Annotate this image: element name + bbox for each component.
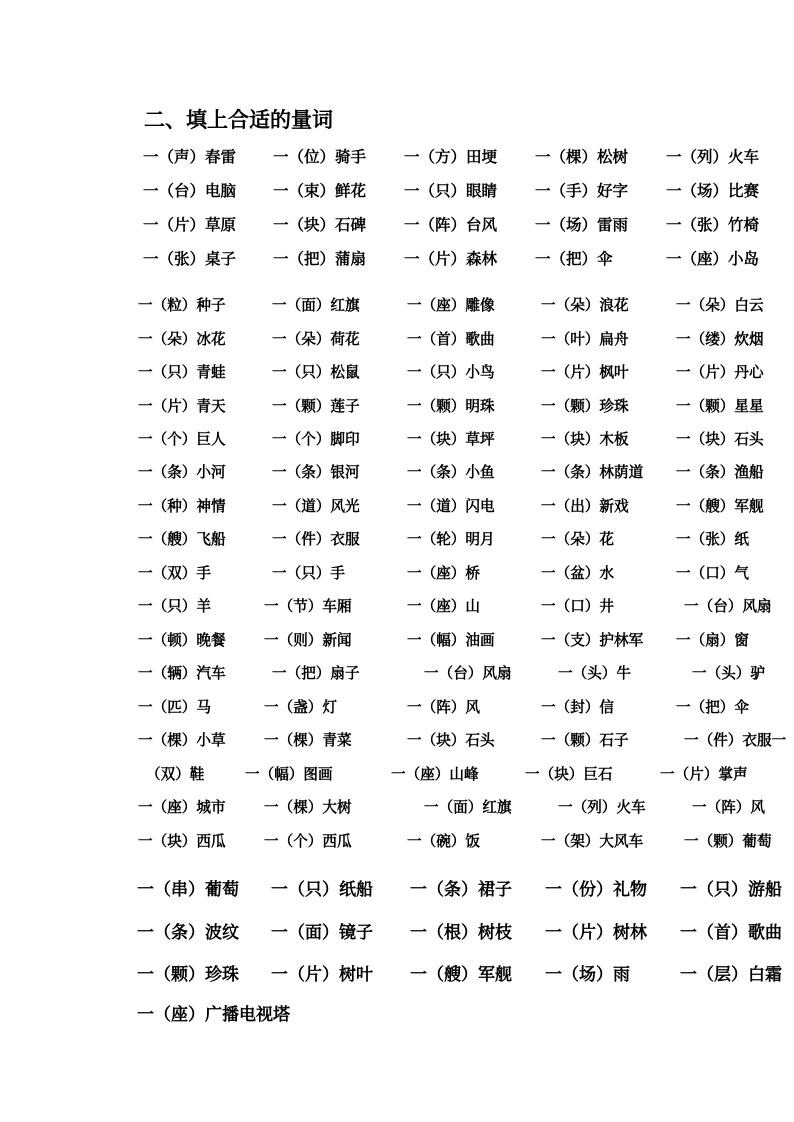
measure-word-item: 一（把）扇子 — [272, 665, 360, 682]
measure-word-item: 一（片）丹心 — [676, 364, 764, 381]
measure-word-item: 一（台）风扇 — [684, 598, 772, 615]
measure-word-item: 一（颗）珍珠 — [541, 398, 629, 415]
exercise-row — [0, 494, 794, 520]
measure-word-item: 一（层）白霜 — [680, 965, 782, 985]
measure-word-item: 一（辆）汽车 — [138, 665, 226, 682]
measure-word-item: 一（只）眼睛 — [404, 181, 498, 200]
measure-word-item: 一（件）衣服一 — [684, 732, 787, 749]
measure-word-item: 一（艘）军舰 — [410, 965, 512, 985]
exercise-row — [0, 293, 794, 319]
measure-word-item: 一（双）手 — [138, 565, 211, 582]
measure-word-item: 一（只）青蛙 — [138, 364, 226, 381]
measure-word-item: 一（头）牛 — [558, 665, 631, 682]
measure-word-item: 一（只）游船 — [680, 880, 782, 900]
exercise-row — [0, 661, 794, 687]
measure-word-item: 一（条）小鱼 — [407, 464, 495, 481]
measure-word-item: 一（块）石碑 — [273, 215, 367, 234]
measure-word-item: 一（块）西瓜 — [138, 833, 226, 850]
exercise-row — [0, 527, 794, 553]
exercise-row — [0, 144, 794, 170]
measure-word-item: 一（条）渔船 — [676, 464, 764, 481]
measure-word-item: 一（艘）飞船 — [138, 531, 226, 548]
measure-word-item: 一（阵）台风 — [404, 215, 498, 234]
measure-word-item: 一（声）春雷 — [143, 147, 237, 166]
exercise-row — [0, 327, 794, 353]
measure-word-item: 一（份）礼物 — [545, 880, 647, 900]
measure-word-item: 一（颗）石子 — [541, 732, 629, 749]
measure-word-item: 一（座）广播电视塔 — [137, 1005, 290, 1025]
exercise-row — [0, 728, 794, 754]
measure-word-item: 一（条）小河 — [138, 464, 226, 481]
measure-word-item: 一（棵）小草 — [138, 732, 226, 749]
measure-word-item: 一（片）草原 — [143, 215, 237, 234]
measure-word-item: 一（颗）葡萄 — [684, 833, 772, 850]
exercise-row — [0, 762, 794, 788]
measure-word-item: 一（头）驴 — [692, 665, 765, 682]
measure-word-item: 一（颗）莲子 — [272, 398, 360, 415]
exercise-row — [0, 246, 794, 272]
measure-word-item: 一（片）树叶 — [271, 965, 373, 985]
measure-word-item: 一（棵）大树 — [264, 799, 352, 816]
measure-word-item: 一（碗）饭 — [407, 833, 480, 850]
measure-word-item: 一（条）林荫道 — [541, 464, 644, 481]
page-title: 二、填上合适的量词 — [144, 107, 333, 132]
measure-word-item: 一（朵）冰花 — [138, 331, 226, 348]
exercise-row — [0, 628, 794, 654]
measure-word-item: 一（场）比赛 — [666, 181, 760, 200]
measure-word-item: 一（块）石头 — [676, 431, 764, 448]
exercise-row — [0, 877, 794, 903]
measure-word-item: 一（列）火车 — [666, 147, 760, 166]
measure-word-item: 一（口）井 — [541, 598, 614, 615]
exercise-row — [0, 360, 794, 386]
measure-word-item: 一（张）竹椅 — [666, 215, 760, 234]
measure-word-item: 一（面）红旗 — [272, 297, 360, 314]
measure-word-item: 一（条）波纹 — [137, 923, 239, 943]
measure-word-item: 一（只）松鼠 — [272, 364, 360, 381]
measure-word-item: 一（把）伞 — [535, 249, 613, 268]
measure-word-item: （双）鞋 — [146, 766, 205, 783]
measure-word-item: 一（阵）风 — [407, 699, 480, 716]
measure-word-item: 一（座）桥 — [407, 565, 480, 582]
exercise-row — [0, 178, 794, 204]
measure-word-item: 一（方）田埂 — [404, 147, 498, 166]
measure-word-item: 一（片）青天 — [138, 398, 226, 415]
measure-word-item: 一（盏）灯 — [264, 699, 337, 716]
measure-word-item: 一（颗）明珠 — [407, 398, 495, 415]
measure-word-item: 一（颗）珍珠 — [137, 965, 239, 985]
measure-word-item: 一（道）风光 — [272, 498, 360, 515]
measure-word-item: 一（把）伞 — [676, 699, 749, 716]
measure-word-item: 一（轮）明月 — [407, 531, 495, 548]
measure-word-item: 一（个）脚印 — [272, 431, 360, 448]
measure-word-item: 一（座）雕像 — [407, 297, 495, 314]
measure-word-item: 一（块）石头 — [407, 732, 495, 749]
measure-word-item: 一（颗）星星 — [676, 398, 764, 415]
measure-word-item: 一（扇）窗 — [676, 632, 749, 649]
measure-word-item: 一（台）风扇 — [424, 665, 512, 682]
measure-word-item: 一（张）纸 — [676, 531, 749, 548]
measure-word-item: 一（座）山峰 — [391, 766, 479, 783]
measure-word-item: 一（场）雨 — [545, 965, 630, 985]
measure-word-item: 一（艘）军舰 — [676, 498, 764, 515]
measure-word-item: 一（根）树枝 — [410, 923, 512, 943]
measure-word-item: 一（种）神情 — [138, 498, 226, 515]
exercise-row — [0, 795, 794, 821]
exercise-row — [0, 594, 794, 620]
measure-word-item: 一（只）手 — [272, 565, 345, 582]
measure-word-item: 一（个）巨人 — [138, 431, 226, 448]
measure-word-item: 一（块）木板 — [541, 431, 629, 448]
measure-word-item: 一（棵）青菜 — [264, 732, 352, 749]
measure-word-item: 一（条）银河 — [272, 464, 360, 481]
measure-word-item: 一（架）大风车 — [541, 833, 644, 850]
exercise-row — [0, 394, 794, 420]
measure-word-item: 一（缕）炊烟 — [676, 331, 764, 348]
exercise-row — [0, 427, 794, 453]
measure-word-item: 一（叶）扁舟 — [541, 331, 629, 348]
measure-word-item: 一（出）新戏 — [541, 498, 629, 515]
measure-word-item: 一（首）歌曲 — [407, 331, 495, 348]
exercise-row — [0, 920, 794, 946]
measure-word-item: 一（面）红旗 — [424, 799, 512, 816]
measure-word-item: 一（件）衣服 — [272, 531, 360, 548]
measure-word-item: 一（只）小鸟 — [407, 364, 495, 381]
measure-word-item: 一（匹）马 — [138, 699, 211, 716]
measure-word-item: 一（面）镜子 — [271, 923, 373, 943]
measure-word-item: 一（场）雷雨 — [535, 215, 629, 234]
measure-word-item: 一（列）火车 — [558, 799, 646, 816]
measure-word-item: 一（朵）浪花 — [541, 297, 629, 314]
measure-word-item: 一（封）信 — [541, 699, 614, 716]
measure-word-item: 一（块）巨石 — [525, 766, 613, 783]
measure-word-item: 一（朵）白云 — [676, 297, 764, 314]
measure-word-item: 一（只）纸船 — [271, 880, 373, 900]
measure-word-item: 一（位）骑手 — [273, 147, 367, 166]
exercise-row — [0, 212, 794, 238]
measure-word-item: 一（片）掌声 — [660, 766, 748, 783]
measure-word-item: 一（幅）图画 — [245, 766, 333, 783]
measure-word-item: 一（盆）水 — [541, 565, 614, 582]
measure-word-item: 一（则）新闻 — [264, 632, 352, 649]
measure-word-item: 一（幅）油画 — [407, 632, 495, 649]
measure-word-item: 一（束）鲜花 — [273, 181, 367, 200]
exercise-row — [0, 561, 794, 587]
measure-word-item: 一（口）气 — [676, 565, 749, 582]
measure-word-item: 一（阵）风 — [692, 799, 765, 816]
exercise-row — [0, 460, 794, 486]
measure-word-item: 一（支）护林军 — [541, 632, 644, 649]
measure-word-item: 一（节）车厢 — [264, 598, 352, 615]
exercise-row — [0, 695, 794, 721]
measure-word-item: 一（首）歌曲 — [680, 923, 782, 943]
measure-word-item: 一（座）城市 — [138, 799, 226, 816]
exercise-row — [0, 829, 794, 855]
measure-word-item: 一（粒）种子 — [138, 297, 226, 314]
measure-word-item: 一（道）闪电 — [407, 498, 495, 515]
measure-word-item: 一（朵）荷花 — [272, 331, 360, 348]
measure-word-item: 一（座）山 — [407, 598, 480, 615]
measure-word-item: 一（棵）松树 — [535, 147, 629, 166]
measure-word-item: 一（个）西瓜 — [264, 833, 352, 850]
measure-word-item: 一（座）小岛 — [666, 249, 760, 268]
measure-word-item: 一（顿）晚餐 — [138, 632, 226, 649]
measure-word-item: 一（条）裙子 — [410, 880, 512, 900]
measure-word-item: 一（片）森林 — [404, 249, 498, 268]
measure-word-item: 一（朵）花 — [541, 531, 614, 548]
measure-word-item: 一（台）电脑 — [143, 181, 237, 200]
measure-word-item: 一（块）草坪 — [407, 431, 495, 448]
measure-word-item: 一（只）羊 — [138, 598, 211, 615]
measure-word-item: 一（串）葡萄 — [137, 880, 239, 900]
exercise-row — [0, 1002, 794, 1028]
measure-word-item: 一（把）蒲扇 — [273, 249, 367, 268]
measure-word-item: 一（张）桌子 — [143, 249, 237, 268]
measure-word-item: 一（片）树林 — [545, 923, 647, 943]
measure-word-item: 一（片）枫叶 — [541, 364, 629, 381]
exercise-row — [0, 962, 794, 988]
measure-word-item: 一（手）好字 — [535, 181, 629, 200]
